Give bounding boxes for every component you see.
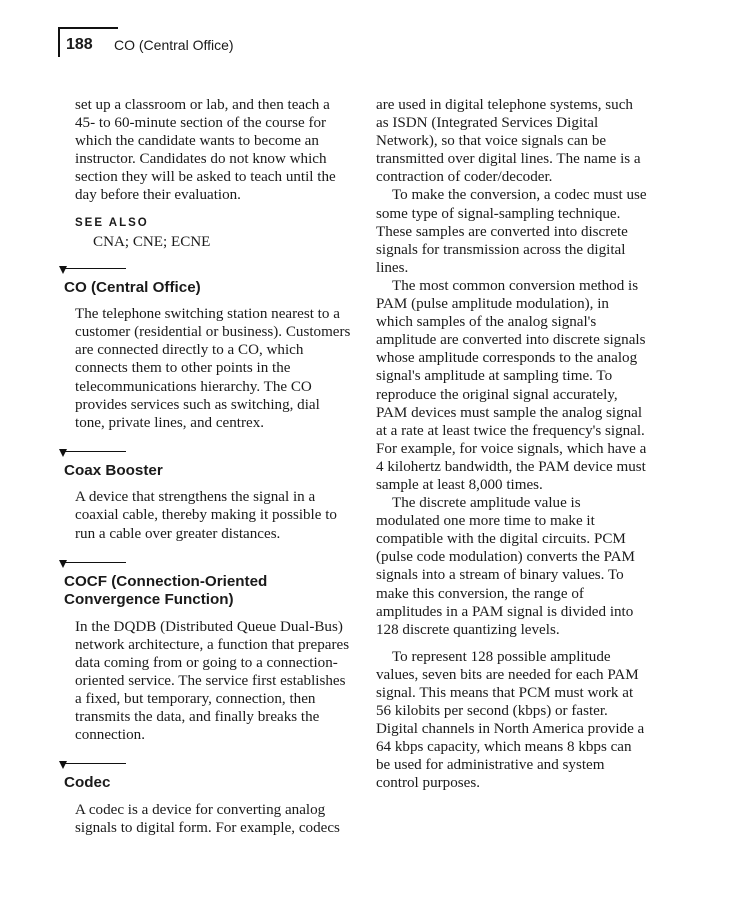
entry-co bbox=[66, 264, 351, 432]
entry-cocf bbox=[66, 558, 351, 745]
entry-codec bbox=[66, 759, 351, 837]
entry-body: The telephone switching station nearest to a customer (residential or business). Customers are connected directly to a CO, which connects them to other points in the telecommunications hierarchy. The CO provides services such as switching, dial tone, private lines, and centrex. bbox=[75, 306, 351, 431]
entry-body: A codec is a device for converting analog signals to digital form. For example, codecs bbox=[75, 801, 340, 836]
page-number: 188 bbox=[66, 36, 93, 53]
entry-coax-booster bbox=[66, 447, 351, 543]
entry-title: Codec bbox=[64, 774, 111, 792]
left-column bbox=[66, 96, 351, 837]
entry-title: Coax Booster bbox=[64, 461, 163, 479]
entry-body: In the DQDB (Distributed Queue Dual-Bus) network architecture, a function that prepares data coming from or going to a connection-oriented service. The service first establishes a fixed, but temporary, connection, then transmits the data, and finally breaks the connection. bbox=[75, 618, 350, 744]
body-paragraph: The discrete amplitude value is modulated one more time to make it compatible with the digital circuits. PCM (pulse code modulation) converts the PAM signals into a stream of binary values. To make this conversion, the range of amplitudes in a PAM signal is divided into 128 discrete quantizing levels. bbox=[376, 495, 635, 638]
see-also-text: CNA; CNE; ECNE bbox=[93, 233, 211, 250]
header-vertical-rule bbox=[58, 27, 60, 57]
see-also-label: SEE ALSO bbox=[75, 216, 149, 229]
entry-body: A device that strengthens the signal in a coaxial cable, thereby making it possible to run a cable over greater distances. bbox=[75, 489, 337, 542]
running-title: CO (Central Office) bbox=[114, 37, 234, 53]
body-paragraph: To represent 128 possible amplitude values, seven bits are needed for each PAM signal. This means that PCM must work at 56 kilobits per second (kbps) or faster. Digital channels in North America provide a 64 kbps capacity, which means 8 kbps can be used for administrative and system control purposes. bbox=[376, 648, 645, 792]
entry-title: COCF (Connection-Oriented Convergence Function) bbox=[64, 572, 268, 609]
body-paragraph: The most common conversion method is PAM (pulse amplitude modulation), in which samples of the analog signal's amplitude are converted into discrete signals whose amplitude corresponds to the analog signal's amplitude at sampling time. To reproduce the original signal accurately, PAM devices must sample the analog signal at a rate at least twice the frequency's signal. For example, for voice signals, which have a 4 kilohertz bandwidth, the PAM device must sample at least 8,000 times. bbox=[376, 277, 647, 493]
header-horizontal-rule bbox=[58, 27, 118, 29]
entry-marker bbox=[66, 264, 351, 276]
body-paragraph: To make the conversion, a codec must use some type of signal-sampling technique. These samples are converted into discrete signals for transmission across the digital lines. bbox=[376, 187, 647, 276]
entry-marker bbox=[66, 759, 351, 771]
body-paragraph: are used in digital telephone systems, such as ISDN (Integrated Services Digital Network), so that voice signals can be transmitted over digital lines. The name is a contraction of coder/decoder. bbox=[376, 97, 641, 186]
right-column bbox=[376, 96, 648, 793]
entry-marker bbox=[66, 558, 351, 570]
entry-title: CO (Central Office) bbox=[64, 278, 201, 296]
intro-paragraph: set up a classroom or lab, and then teach a 45- to 60-minute section of the course for which the candidate wants to become an instructor. Candidates do not know which section they will be asked to teach until the day before their evaluation. bbox=[75, 97, 336, 204]
entry-marker bbox=[66, 447, 351, 459]
